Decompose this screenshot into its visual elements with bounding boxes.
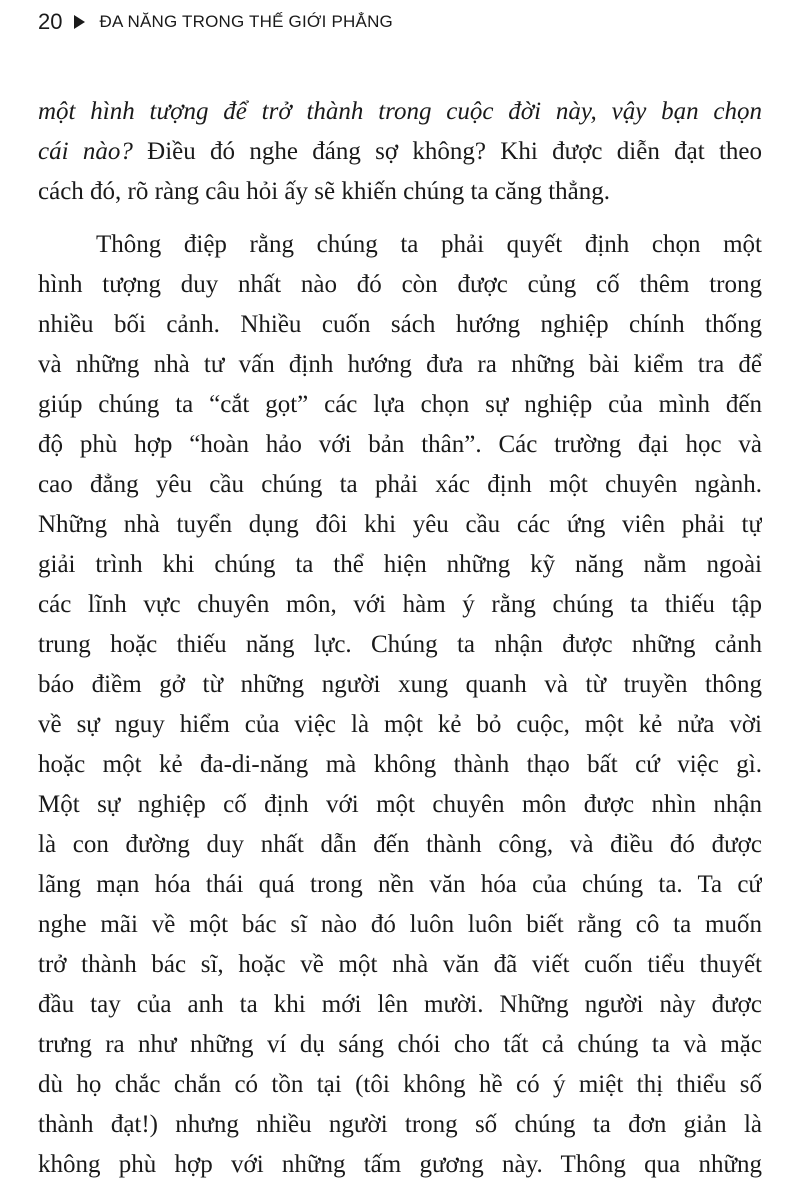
text-line: nhiều bối cảnh. Nhiều cuốn sách hướng nghiệp chính thống: [38, 311, 762, 338]
text-line: Thông điệp rằng chúng ta phải quyết định chọn một: [96, 231, 762, 258]
text-line: về sự nguy hiểm của việc là một kẻ bỏ cuộc, một kẻ nửa vời: [38, 711, 762, 738]
paragraph-2: [38, 225, 762, 1185]
text-line: độ phù hợp “hoàn hảo với bản thân”. Các trường đại học và: [38, 431, 762, 458]
text-line: trở thành bác sĩ, hoặc về một nhà văn đã viết cuốn tiểu thuyết: [38, 951, 762, 978]
text-line: giúp chúng ta “cắt gọt” các lựa chọn sự nghiệp của mình đến: [38, 391, 762, 418]
text-line: thành đạt!) nhưng nhiều người trong số chúng ta đơn giản là: [38, 1111, 762, 1138]
triangle-arrow-icon: [74, 15, 85, 29]
text-line: giải trình khi chúng ta thể hiện những kỹ năng nằm ngoài: [38, 551, 762, 578]
text-segment: Điều đó nghe đáng sợ không? Khi được diễn đạt theo: [132, 138, 762, 165]
text-line: Những nhà tuyển dụng đôi khi yêu cầu các ứng viên phải tự: [38, 511, 762, 538]
paragraph-gap: [38, 212, 762, 225]
text-line: một hình tượng để trở thành trong cuộc đời này, vậy bạn chọn: [38, 98, 762, 125]
running-header: [38, 8, 393, 36]
text-line: Một sự nghiệp cố định với một chuyên môn được nhìn nhận: [38, 791, 762, 818]
page-number: 20: [38, 9, 63, 34]
text-line: hình tượng duy nhất nào đó còn được củng cố thêm trong: [38, 271, 762, 298]
text-line: đầu tay của anh ta khi mới lên mười. Những người này được: [38, 991, 762, 1018]
text-line: cao đẳng yêu cầu chúng ta phải xác định một chuyên ngành.: [38, 471, 762, 498]
body-text: [38, 92, 762, 1185]
text-line: báo điềm gở từ những người xung quanh và từ truyền thông: [38, 671, 762, 698]
text-line: nghe mãi về một bác sĩ nào đó luôn luôn biết rằng cô ta muốn: [38, 911, 762, 938]
text-line: hoặc một kẻ đa-di-năng mà không thành thạo bất cứ việc gì.: [38, 751, 762, 778]
text-line: và những nhà tư vấn định hướng đưa ra những bài kiểm tra để: [38, 351, 762, 378]
text-line: trưng ra như những ví dụ sáng chói cho tất cả chúng ta và mặc: [38, 1031, 762, 1058]
text-line: các lĩnh vực chuyên môn, với hàm ý rằng chúng ta thiếu tập: [38, 591, 762, 618]
paragraph-1: [38, 92, 762, 212]
text-line: trung hoặc thiếu năng lực. Chúng ta nhận được những cảnh: [38, 631, 762, 658]
text-line: cách đó, rõ ràng câu hỏi ấy sẽ khiến chúng ta căng thẳng.: [38, 178, 611, 205]
text-line: dù họ chắc chắn có tồn tại (tôi không hề có ý miệt thị thiểu số: [38, 1071, 762, 1098]
italic-phrase: cái nào?: [38, 138, 133, 165]
text-line: lãng mạn hóa thái quá trong nền văn hóa của chúng ta. Ta cứ: [38, 871, 762, 898]
text-line: không phù hợp với những tấm gương này. Thông qua những: [38, 1151, 762, 1178]
text-line: [38, 132, 762, 172]
text-line: là con đường duy nhất dẫn đến thành công, và điều đó được: [38, 831, 762, 858]
book-title: ĐA NĂNG TRONG THẾ GIỚI PHẲNG: [99, 12, 393, 31]
